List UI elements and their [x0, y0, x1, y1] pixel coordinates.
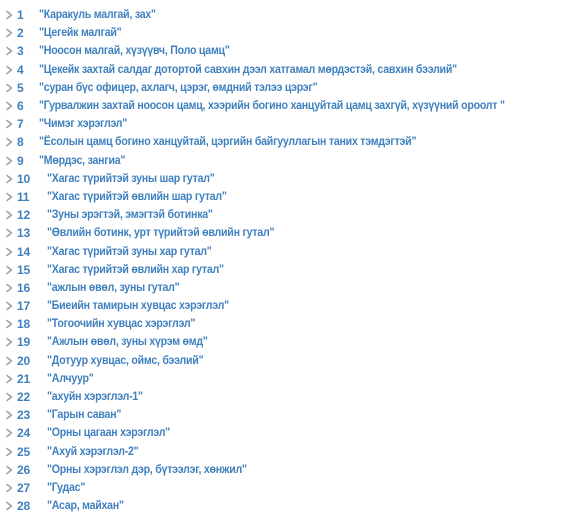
- item-number: 7: [17, 117, 24, 132]
- item-number: 13: [17, 226, 30, 241]
- chevron-right-icon[interactable]: [5, 465, 14, 475]
- list-item[interactable]: [0, 42, 571, 60]
- item-number: 12: [17, 208, 30, 223]
- item-number: 18: [17, 317, 30, 332]
- chevron-right-icon[interactable]: [5, 319, 14, 329]
- chevron-right-icon[interactable]: [5, 137, 14, 147]
- chevron-right-icon[interactable]: [5, 283, 14, 293]
- item-label: "Орны хэрэглэл дэр, бүтээлэг, хөнжил": [47, 463, 247, 476]
- item-number: 4: [17, 62, 24, 77]
- item-number: 23: [17, 408, 30, 423]
- chevron-right-icon[interactable]: [5, 410, 14, 420]
- item-number: 21: [17, 371, 30, 386]
- item-label: "Гарын саван": [47, 409, 122, 422]
- chevron-right-icon[interactable]: [5, 65, 14, 75]
- chevron-right-icon[interactable]: [5, 356, 14, 366]
- list-item[interactable]: [0, 406, 571, 424]
- item-number: 19: [17, 335, 30, 350]
- chevron-right-icon[interactable]: [5, 447, 14, 457]
- item-label: "Чимэг хэрэглэл": [39, 118, 128, 131]
- list-item[interactable]: [0, 242, 571, 260]
- item-number: 11: [17, 189, 30, 204]
- item-label: "Хагас түрийтэй зуны шар гутал": [47, 172, 215, 185]
- list-item[interactable]: [0, 370, 571, 388]
- list-item[interactable]: [0, 188, 571, 206]
- chevron-right-icon[interactable]: [5, 483, 14, 493]
- chevron-right-icon[interactable]: [5, 46, 14, 56]
- item-number: 15: [17, 262, 30, 277]
- item-label: "Ноосон малгай, хүзүүвч, Поло цамц": [39, 45, 230, 58]
- list-item[interactable]: [0, 479, 571, 497]
- item-number: 20: [17, 353, 30, 368]
- chevron-right-icon[interactable]: [5, 247, 14, 257]
- item-number: 28: [17, 499, 30, 514]
- item-number: 24: [17, 426, 30, 441]
- item-number: 27: [17, 480, 30, 495]
- list-item[interactable]: [0, 443, 571, 461]
- item-number: 25: [17, 444, 30, 459]
- item-number: 10: [17, 171, 30, 186]
- item-label: "Хагас түрийтэй зуны хар гутал": [47, 245, 212, 258]
- chevron-right-icon[interactable]: [5, 501, 14, 511]
- list-item[interactable]: [0, 352, 571, 370]
- chevron-right-icon[interactable]: [5, 374, 14, 384]
- list-item[interactable]: [0, 461, 571, 479]
- item-label: "суран бүс офицер, ахлагч, цэрэг, өмдний тэлээ цэрэг": [39, 81, 318, 94]
- item-label: "ажлын өвөл, зуны гутал": [47, 281, 180, 294]
- list-item[interactable]: [0, 115, 571, 133]
- chevron-right-icon[interactable]: [5, 28, 14, 38]
- list-item[interactable]: [0, 388, 571, 406]
- item-label: "Ажлын өвөл, зуны хүрэм өмд": [47, 336, 208, 349]
- item-number: 22: [17, 390, 30, 405]
- list-item[interactable]: [0, 497, 571, 515]
- list-item[interactable]: [0, 6, 571, 24]
- chevron-right-icon[interactable]: [5, 392, 14, 402]
- item-label: "Цегейк малгай": [39, 27, 122, 40]
- item-number: 6: [17, 99, 24, 114]
- item-number: 2: [17, 26, 24, 41]
- chevron-right-icon[interactable]: [5, 428, 14, 438]
- list-item[interactable]: [0, 79, 571, 97]
- list-item[interactable]: [0, 170, 571, 188]
- item-label: "Цекейк захтай салдаг дотортой савхин дээл хатгамал мөрдэстэй, савхин бээлий": [39, 63, 457, 76]
- list-item[interactable]: [0, 315, 571, 333]
- item-number: 16: [17, 280, 30, 295]
- item-label: "Өвлийн ботинк, урт түрийтэй өвлийн гутал": [47, 227, 275, 240]
- list-item[interactable]: [0, 61, 571, 79]
- list-item[interactable]: [0, 261, 571, 279]
- list-item[interactable]: [0, 97, 571, 115]
- item-number: 3: [17, 44, 24, 59]
- list-item[interactable]: [0, 24, 571, 42]
- item-number: 17: [17, 299, 30, 314]
- item-number: 14: [17, 244, 30, 259]
- item-label: "Гурвалжин захтай ноосон цамц, хээрийн богино ханцуйтай цамц захгүй, хүзүүний ороолт ": [39, 100, 505, 113]
- item-label: "Алчуур": [47, 372, 94, 385]
- chevron-right-icon[interactable]: [5, 192, 14, 202]
- item-label: "Хагас түрийтэй өвлийн шар гутал": [47, 190, 227, 203]
- list-item[interactable]: [0, 279, 571, 297]
- chevron-right-icon[interactable]: [5, 337, 14, 347]
- list-item[interactable]: [0, 206, 571, 224]
- chevron-right-icon[interactable]: [5, 10, 14, 20]
- list-item[interactable]: [0, 333, 571, 351]
- list-item[interactable]: [0, 297, 571, 315]
- item-number: 9: [17, 153, 24, 168]
- chevron-right-icon[interactable]: [5, 83, 14, 93]
- chevron-right-icon[interactable]: [5, 228, 14, 238]
- item-label: "Каракуль малгай, зах": [39, 9, 156, 22]
- item-label: "Хагас түрийтэй өвлийн хар гутал": [47, 263, 224, 276]
- item-label: "Биеийн тамирын хувцас хэрэглэл": [47, 300, 229, 313]
- item-list: [0, 6, 571, 515]
- chevron-right-icon[interactable]: [5, 119, 14, 129]
- chevron-right-icon[interactable]: [5, 301, 14, 311]
- item-label: "ахуйн хэрэглэл-1": [47, 391, 143, 404]
- item-label: "Зуны эрэгтэй, эмэгтэй ботинка": [47, 209, 213, 222]
- chevron-right-icon[interactable]: [5, 174, 14, 184]
- chevron-right-icon[interactable]: [5, 265, 14, 275]
- list-item[interactable]: [0, 224, 571, 242]
- item-label: "Асар, майхан": [47, 500, 124, 513]
- list-item[interactable]: [0, 424, 571, 442]
- item-number: 5: [17, 80, 24, 95]
- chevron-right-icon[interactable]: [5, 101, 14, 111]
- item-label: "Тогоочийн хувцас хэрэглэл": [47, 318, 196, 331]
- item-label: "Ёсолын цамц богино ханцуйтай, цэргийн байгууллагын таних тэмдэгтэй": [39, 136, 417, 149]
- item-label: "Мөрдэс, зангиа": [39, 154, 126, 167]
- list-item[interactable]: [0, 133, 571, 151]
- list-item[interactable]: [0, 152, 571, 170]
- item-number: 26: [17, 462, 30, 477]
- item-number: 8: [17, 135, 24, 150]
- item-number: 1: [17, 8, 24, 23]
- item-label: "Орны цагаан хэрэглэл": [47, 427, 170, 440]
- item-label: "Дотуур хувцас, оймс, бээлий": [47, 354, 204, 367]
- item-label: "Ахуй хэрэглэл-2": [47, 445, 139, 458]
- chevron-right-icon[interactable]: [5, 210, 14, 220]
- chevron-right-icon[interactable]: [5, 156, 14, 166]
- item-label: "Гудас": [47, 481, 86, 494]
